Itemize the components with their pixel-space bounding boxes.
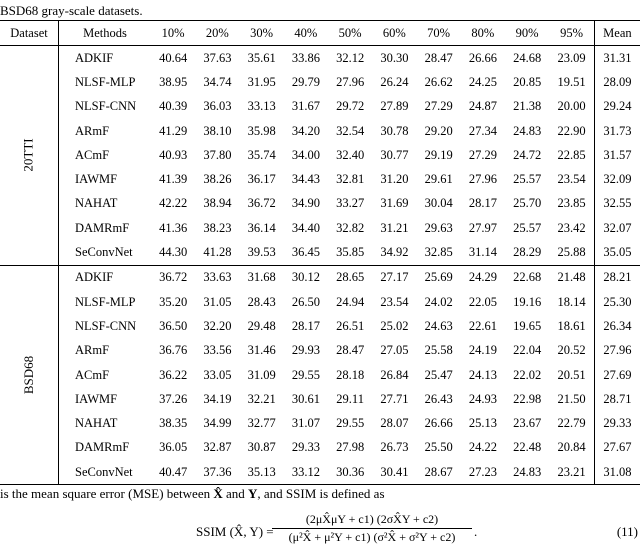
value-cell: 31.14	[461, 240, 505, 265]
ssim-equation	[0, 510, 640, 555]
mean-cell: 31.31	[594, 46, 640, 71]
table-row	[0, 314, 640, 338]
value-cell: 30.78	[380, 123, 409, 138]
header-methods: Methods	[59, 21, 152, 46]
value-cell: 36.05	[159, 440, 188, 455]
value-cell: 19.51	[557, 74, 586, 89]
value-cell: 40.39	[159, 99, 188, 114]
value-cell: 23.54	[557, 172, 586, 187]
value-cell: 36.72	[159, 270, 188, 285]
value-cell: 25.50	[424, 440, 453, 455]
value-cell: 18.61	[557, 318, 586, 333]
value-cell: 40.47	[151, 460, 195, 485]
table-row	[0, 119, 640, 143]
header-10: 10%	[151, 21, 195, 46]
value-cell: 36.03	[203, 99, 232, 114]
value-cell: 29.79	[291, 74, 320, 89]
value-cell: 24.22	[468, 440, 497, 455]
value-cell: 22.90	[557, 123, 586, 138]
value-cell: 26.84	[380, 367, 409, 382]
dataset-cell	[0, 265, 59, 485]
value-cell: 34.00	[291, 147, 320, 162]
value-cell: 33.12	[284, 460, 328, 485]
value-cell: 28.29	[505, 240, 549, 265]
value-cell: 31.09	[247, 367, 276, 382]
value-cell: 27.34	[468, 123, 497, 138]
mean-cell: 26.34	[594, 314, 640, 338]
value-cell: 20.85	[513, 74, 542, 89]
value-cell: 34.19	[203, 391, 232, 406]
value-cell: 28.07	[380, 416, 409, 431]
value-cell: 29.93	[291, 343, 320, 358]
value-cell: 27.96	[336, 74, 365, 89]
method-cell: ADKIF	[75, 50, 114, 65]
dataset-label: BSD68	[20, 355, 36, 395]
header-40: 40%	[284, 21, 328, 46]
value-cell: 23.09	[557, 50, 586, 65]
value-cell: 31.20	[380, 172, 409, 187]
value-cell: 31.07	[291, 416, 320, 431]
value-cell: 40.64	[159, 50, 188, 65]
value-cell: 44.30	[151, 240, 195, 265]
table-row	[0, 192, 640, 216]
table-row	[0, 143, 640, 167]
value-cell: 24.93	[468, 391, 497, 406]
value-cell: 30.36	[328, 460, 372, 485]
value-cell: 38.94	[203, 196, 232, 211]
value-cell: 34.43	[291, 172, 320, 187]
header-20: 20%	[195, 21, 239, 46]
value-cell: 24.25	[468, 74, 497, 89]
value-cell: 28.47	[336, 343, 365, 358]
method-cell: DAMRmF	[75, 440, 130, 455]
header-dataset: Dataset	[0, 21, 59, 46]
value-cell: 25.13	[468, 416, 497, 431]
value-cell: 24.83	[513, 123, 542, 138]
value-cell: 25.57	[513, 172, 542, 187]
value-cell: 32.12	[336, 50, 365, 65]
body-text-prefix: is the mean square error (MSE) between	[0, 486, 214, 501]
value-cell: 31.67	[291, 99, 320, 114]
value-cell: 36.45	[284, 240, 328, 265]
value-cell: 41.28	[195, 240, 239, 265]
value-cell: 32.21	[247, 391, 276, 406]
table-row	[0, 240, 640, 265]
value-cell: 26.24	[380, 74, 409, 89]
table-row	[0, 95, 640, 119]
equation-numerator: (2μX̂μY + c1) (2σX̂Y + c2)	[272, 512, 472, 529]
value-cell: 42.22	[159, 196, 188, 211]
value-cell: 21.50	[557, 391, 586, 406]
value-cell: 29.48	[247, 318, 276, 333]
value-cell: 28.17	[291, 318, 320, 333]
value-cell: 26.66	[424, 416, 453, 431]
value-cell: 32.77	[247, 416, 276, 431]
value-cell: 19.16	[513, 294, 542, 309]
value-cell: 29.61	[424, 172, 453, 187]
value-cell: 26.62	[424, 74, 453, 89]
value-cell: 22.02	[513, 367, 542, 382]
method-cell: ARmF	[75, 343, 110, 358]
mean-cell: 31.57	[594, 143, 640, 167]
value-cell: 34.99	[203, 416, 232, 431]
value-cell: 33.63	[203, 270, 232, 285]
value-cell: 31.21	[380, 220, 409, 235]
method-cell: ADKIF	[75, 270, 114, 285]
value-cell: 24.87	[468, 99, 497, 114]
value-cell: 34.74	[203, 74, 232, 89]
value-cell: 31.68	[247, 270, 276, 285]
method-cell: NLSF-MLP	[75, 294, 136, 309]
mean-cell: 27.96	[594, 339, 640, 363]
value-cell: 20.52	[557, 343, 586, 358]
equation-fraction	[272, 512, 472, 545]
table-row	[0, 167, 640, 191]
table-row	[0, 411, 640, 435]
value-cell: 28.47	[424, 50, 453, 65]
method-cell: SeConvNet	[59, 240, 152, 265]
mean-cell: 28.21	[594, 265, 640, 290]
mean-cell: 32.55	[594, 192, 640, 216]
equation-lhs: SSIM (X̂, Y) =	[196, 524, 274, 539]
value-cell: 29.19	[424, 147, 453, 162]
value-cell: 27.29	[424, 99, 453, 114]
value-cell: 30.30	[380, 50, 409, 65]
mean-cell: 31.73	[594, 119, 640, 143]
value-cell: 26.66	[468, 50, 497, 65]
header-95: 95%	[549, 21, 594, 46]
method-cell: NAHAT	[75, 196, 118, 211]
header-80: 80%	[461, 21, 505, 46]
value-cell: 30.04	[424, 196, 453, 211]
method-cell: ACmF	[75, 147, 110, 162]
mean-cell: 25.30	[594, 290, 640, 314]
value-cell: 30.87	[247, 440, 276, 455]
dataset-cell	[0, 46, 59, 266]
body-text	[0, 486, 385, 502]
table-body	[0, 46, 640, 485]
table-row	[0, 436, 640, 460]
value-cell: 20.84	[557, 440, 586, 455]
mean-cell: 32.07	[594, 216, 640, 240]
mean-cell: 27.67	[594, 436, 640, 460]
value-cell: 24.83	[505, 460, 549, 485]
header-30: 30%	[240, 21, 284, 46]
value-cell: 33.05	[203, 367, 232, 382]
table-row	[0, 363, 640, 387]
value-cell: 26.43	[424, 391, 453, 406]
value-cell: 39.53	[240, 240, 284, 265]
dataset-label: 20TTI	[21, 138, 36, 172]
value-cell: 40.93	[159, 147, 188, 162]
value-cell: 22.85	[557, 147, 586, 162]
value-cell: 36.14	[247, 220, 276, 235]
header-90: 90%	[505, 21, 549, 46]
value-cell: 33.27	[336, 196, 365, 211]
value-cell: 38.10	[203, 123, 232, 138]
value-cell: 41.39	[159, 172, 188, 187]
value-cell: 24.68	[513, 50, 542, 65]
value-cell: 22.04	[513, 343, 542, 358]
table-row	[0, 46, 640, 71]
value-cell: 30.77	[380, 147, 409, 162]
mean-cell: 27.69	[594, 363, 640, 387]
value-cell: 32.87	[203, 440, 232, 455]
value-cell: 22.05	[468, 294, 497, 309]
value-cell: 19.65	[513, 318, 542, 333]
value-cell: 27.89	[380, 99, 409, 114]
mean-cell: 28.09	[594, 70, 640, 94]
header-70: 70%	[417, 21, 461, 46]
mean-cell: 29.33	[594, 411, 640, 435]
table-row	[0, 70, 640, 94]
value-cell: 38.95	[159, 74, 188, 89]
value-cell: 30.61	[291, 391, 320, 406]
value-cell: 24.63	[424, 318, 453, 333]
value-cell: 23.42	[557, 220, 586, 235]
value-cell: 25.57	[513, 220, 542, 235]
value-cell: 38.26	[203, 172, 232, 187]
header-50: 50%	[328, 21, 372, 46]
value-cell: 29.63	[424, 220, 453, 235]
value-cell: 36.50	[159, 318, 188, 333]
value-cell: 34.92	[372, 240, 416, 265]
table-row	[0, 339, 640, 363]
mean-cell: 35.05	[594, 240, 640, 265]
value-cell: 23.21	[549, 460, 594, 485]
method-cell: NAHAT	[75, 416, 118, 431]
value-cell: 31.95	[247, 74, 276, 89]
value-cell: 18.14	[557, 294, 586, 309]
value-cell: 32.54	[336, 123, 365, 138]
value-cell: 33.13	[247, 99, 276, 114]
table-header-row	[0, 21, 640, 46]
symbol-x-hat: X̂	[213, 486, 223, 501]
value-cell: 21.48	[557, 270, 586, 285]
value-cell: 29.33	[291, 440, 320, 455]
equation-number: (11)	[616, 524, 638, 539]
header-60: 60%	[372, 21, 416, 46]
value-cell: 34.90	[291, 196, 320, 211]
table-row	[0, 216, 640, 240]
header-mean: Mean	[594, 21, 640, 46]
value-cell: 31.05	[203, 294, 232, 309]
value-cell: 36.22	[159, 367, 188, 382]
value-cell: 27.29	[468, 147, 497, 162]
value-cell: 35.98	[247, 123, 276, 138]
value-cell: 21.38	[513, 99, 542, 114]
value-cell: 20.51	[557, 367, 586, 382]
mean-cell: 29.24	[594, 95, 640, 119]
value-cell: 22.79	[557, 416, 586, 431]
mean-cell: 28.71	[594, 387, 640, 411]
value-cell: 36.17	[247, 172, 276, 187]
results-table	[0, 20, 640, 485]
value-cell: 22.98	[513, 391, 542, 406]
caption-tail: BSD68 gray-scale datasets.	[0, 3, 143, 18]
value-cell: 32.82	[336, 220, 365, 235]
value-cell: 30.12	[291, 270, 320, 285]
value-cell: 29.55	[291, 367, 320, 382]
table-row	[0, 387, 640, 411]
value-cell: 27.97	[468, 220, 497, 235]
value-cell: 37.80	[203, 147, 232, 162]
value-cell: 35.74	[247, 147, 276, 162]
value-cell: 41.29	[159, 123, 188, 138]
method-cell: DAMRmF	[75, 220, 130, 235]
value-cell: 29.55	[336, 416, 365, 431]
value-cell: 37.63	[203, 50, 232, 65]
value-cell: 24.72	[513, 147, 542, 162]
equation-terminator: .	[474, 524, 478, 539]
value-cell: 24.19	[468, 343, 497, 358]
value-cell: 27.98	[336, 440, 365, 455]
value-cell: 32.20	[203, 318, 232, 333]
value-cell: 28.43	[247, 294, 276, 309]
table-row	[0, 265, 640, 290]
value-cell: 27.96	[468, 172, 497, 187]
value-cell: 23.85	[557, 196, 586, 211]
value-cell: 24.13	[468, 367, 497, 382]
value-cell: 26.50	[291, 294, 320, 309]
value-cell: 37.36	[195, 460, 239, 485]
value-cell: 26.73	[380, 440, 409, 455]
value-cell: 36.72	[247, 196, 276, 211]
method-cell: IAWMF	[75, 172, 118, 187]
method-cell: NLSF-CNN	[75, 318, 137, 333]
value-cell: 29.72	[336, 99, 365, 114]
value-cell: 25.88	[549, 240, 594, 265]
value-cell: 30.41	[372, 460, 416, 485]
value-cell: 22.48	[513, 440, 542, 455]
method-cell: NLSF-MLP	[75, 74, 136, 89]
value-cell: 32.85	[417, 240, 461, 265]
symbol-y: Y	[248, 486, 258, 501]
value-cell: 28.18	[336, 367, 365, 382]
method-cell: ARmF	[75, 123, 110, 138]
value-cell: 27.17	[380, 270, 409, 285]
value-cell: 35.20	[159, 294, 188, 309]
value-cell: 33.86	[291, 50, 320, 65]
value-cell: 28.67	[417, 460, 461, 485]
method-cell: NLSF-CNN	[75, 99, 137, 114]
mean-cell: 31.08	[594, 460, 640, 485]
value-cell: 34.20	[291, 123, 320, 138]
method-cell: IAWMF	[75, 391, 118, 406]
value-cell: 25.69	[424, 270, 453, 285]
value-cell: 27.23	[461, 460, 505, 485]
value-cell: 25.47	[424, 367, 453, 382]
value-cell: 22.68	[513, 270, 542, 285]
mean-cell: 32.09	[594, 167, 640, 191]
value-cell: 37.26	[159, 391, 188, 406]
value-cell: 33.56	[203, 343, 232, 358]
value-cell: 35.13	[240, 460, 284, 485]
value-cell: 22.61	[468, 318, 497, 333]
method-cell: SeConvNet	[59, 460, 152, 485]
value-cell: 31.46	[247, 343, 276, 358]
value-cell: 26.51	[336, 318, 365, 333]
value-cell: 25.02	[380, 318, 409, 333]
table-row	[0, 290, 640, 314]
value-cell: 41.36	[159, 220, 188, 235]
value-cell: 23.54	[380, 294, 409, 309]
body-text-suffix: , and SSIM is defined as	[257, 486, 385, 501]
value-cell: 27.71	[380, 391, 409, 406]
value-cell: 29.20	[424, 123, 453, 138]
value-cell: 23.67	[513, 416, 542, 431]
value-cell: 24.94	[336, 294, 365, 309]
body-text-and: and	[222, 486, 249, 501]
table-row	[0, 460, 640, 485]
value-cell: 20.00	[557, 99, 586, 114]
value-cell: 29.11	[336, 391, 364, 406]
method-cell: ACmF	[75, 367, 110, 382]
value-cell: 34.40	[291, 220, 320, 235]
value-cell: 25.70	[513, 196, 542, 211]
value-cell: 38.35	[159, 416, 188, 431]
value-cell: 32.81	[336, 172, 365, 187]
value-cell: 24.02	[424, 294, 453, 309]
value-cell: 24.29	[468, 270, 497, 285]
value-cell: 31.69	[380, 196, 409, 211]
value-cell: 35.61	[247, 50, 276, 65]
value-cell: 35.85	[328, 240, 372, 265]
value-cell: 28.65	[336, 270, 365, 285]
value-cell: 25.58	[424, 343, 453, 358]
value-cell: 38.23	[203, 220, 232, 235]
equation-denominator: (μ²X̂ + μ²Y + c1) (σ²X̂ + σ²Y + c2)	[288, 530, 456, 544]
value-cell: 27.05	[380, 343, 409, 358]
value-cell: 36.76	[159, 343, 188, 358]
value-cell: 28.17	[468, 196, 497, 211]
value-cell: 32.40	[336, 147, 365, 162]
